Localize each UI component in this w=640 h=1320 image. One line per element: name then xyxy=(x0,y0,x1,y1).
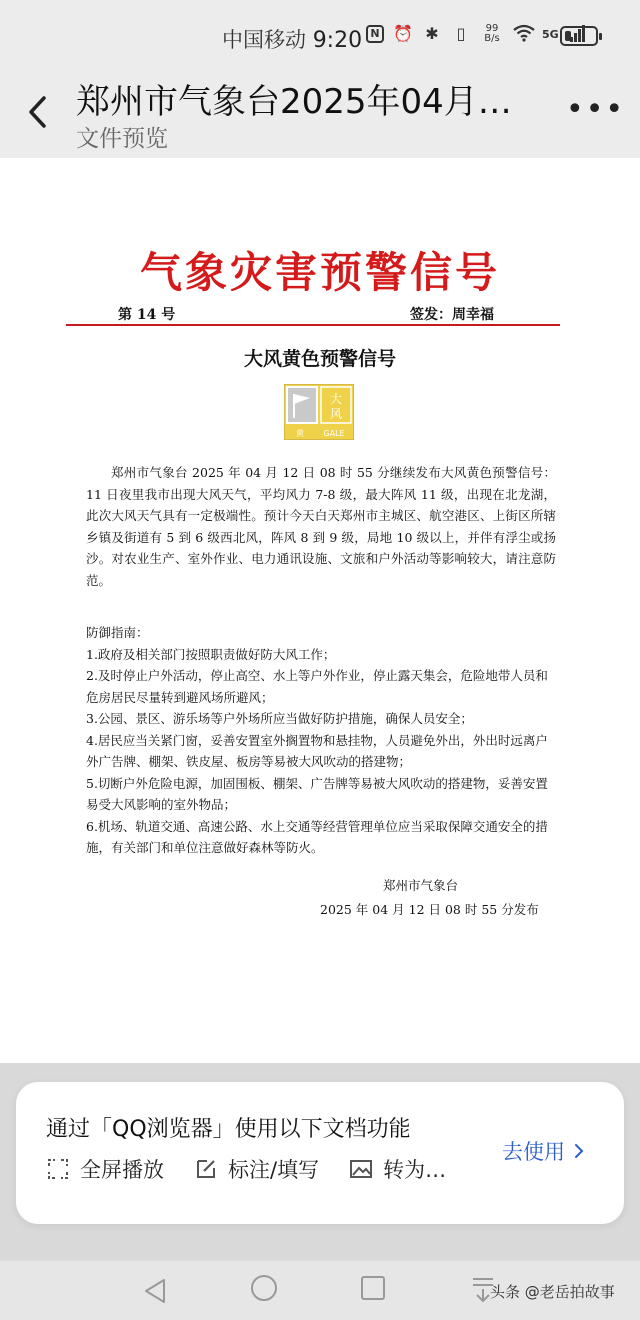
guide-item: 1.政府及相关部门按照职责做好防大风工作； xyxy=(86,646,336,662)
guide-item: 3.公园、景区、游乐场等户外场所应当做好防护措施，确保人员安全； xyxy=(86,711,473,726)
net-speed: 99 B/s xyxy=(484,23,500,44)
feature-label: 标注/填写 xyxy=(228,1158,320,1182)
document-page xyxy=(0,158,640,1063)
page-title: 郑州市气象台2025年04月… xyxy=(76,82,512,122)
guide-heading: 防御指南： xyxy=(86,625,149,640)
qq-browser-promo-card[interactable] xyxy=(16,1082,624,1224)
edit-icon xyxy=(194,1157,218,1181)
status-bar xyxy=(0,0,640,72)
document-header-title: 气象灾害预警信号 xyxy=(139,248,500,297)
guide-item: 6.机场、轨道交通、高速公路、水上交通等经营管理单位应当采取保障交通安全的措施，有关部门和单位注意做好森林等防火。 xyxy=(86,818,548,855)
nav-home-icon[interactable] xyxy=(251,1275,277,1301)
use-now-button[interactable] xyxy=(502,1136,585,1166)
defense-guide xyxy=(86,622,556,859)
nfc-icon: N xyxy=(366,25,384,43)
chevron-left-icon xyxy=(24,92,54,132)
nav-recent-icon[interactable] xyxy=(361,1276,385,1300)
battery-icon xyxy=(560,26,598,46)
document-body xyxy=(86,462,556,591)
issue-time: 2025 年 04 月 12 日 08 时 55 分发布 xyxy=(320,902,539,917)
alarm-icon: ⏰ xyxy=(393,24,413,43)
system-nav-bar xyxy=(0,1261,640,1320)
promo-features xyxy=(46,1154,446,1184)
icon-text-en: GALE xyxy=(323,429,345,438)
nav-back-icon[interactable] xyxy=(142,1277,168,1305)
image-icon xyxy=(349,1157,373,1181)
icon-text-cn-2: 风 xyxy=(329,407,343,421)
more-menu-button[interactable] xyxy=(566,92,625,127)
more-icon: ••• xyxy=(566,92,626,127)
document-signer: 签发：周幸福 xyxy=(410,307,494,323)
fullscreen-feature[interactable] xyxy=(46,1154,164,1184)
icon-text-cn-1: 大 xyxy=(329,392,343,406)
vibrate-icon: ▯ xyxy=(456,24,466,43)
chevron-right-icon xyxy=(573,1142,585,1160)
feature-label: 全屏播放 xyxy=(80,1158,164,1182)
annotate-feature[interactable] xyxy=(194,1154,319,1184)
header-divider xyxy=(66,324,560,326)
wifi-icon xyxy=(513,24,533,44)
body-paragraph: 郑州市气象台 2025 年 04 月 12 日 08 时 55 分继续发布大风黄色预警信号：11 日夜里我市出现大风天气，平均风力 7-8 级，最大阵风 11 级，出现在北龙湖，此次大风天气具有一定极端性。预计今天白天郑州市主城区、航空港区、上街区所辖乡镇及街道有 5 到 6 级西北风，阵风 8 到 9 级，局地 10 级以上，并伴有浮尘或扬沙。对农业生产、室外作业、电力通讯设施、文旅和户外活动等影响较大，请注意防范。 xyxy=(86,465,556,588)
fullscreen-icon xyxy=(46,1157,70,1181)
title-bar xyxy=(0,72,640,158)
document-number: 第 14 号 xyxy=(118,307,176,323)
guide-item: 2.及时停止户外活动，停止高空、水上等户外作业，停止露天集会，危险地带人员和危房居民尽量转到避风场所避风； xyxy=(86,668,548,705)
gale-warning-icon xyxy=(284,384,354,440)
status-icons xyxy=(366,24,588,44)
watermark: 头条 @老岳拍故事 xyxy=(490,1283,615,1301)
page-subtitle: 文件预览 xyxy=(76,126,168,152)
guide-item: 5.切断户外危险电源，加固围板、棚架、广告牌等易被大风吹动的搭建物，妥善安置易受大风影响的室外物品； xyxy=(86,775,548,812)
back-button[interactable] xyxy=(24,92,54,132)
feature-label: 转为… xyxy=(383,1158,447,1182)
status-carrier-time: 中国移动 9:20 xyxy=(222,28,363,53)
guide-item: 4.居民应当关紧门窗，妥善安置室外搁置物和悬挂物，人员避免外出，外出时远离户外广告牌、棚架、铁皮屋、板房等易被大风吹动的搭建物； xyxy=(86,732,548,769)
icon-level: 黄 xyxy=(296,429,304,438)
bluetooth-icon: ✱ xyxy=(425,24,439,43)
convert-feature[interactable] xyxy=(349,1154,446,1184)
network-type: 5G xyxy=(542,27,559,41)
promo-title: 通过「QQ浏览器」使用以下文档功能 xyxy=(46,1117,411,1142)
issuer: 郑州市气象台 xyxy=(383,878,459,893)
signal-title: 大风黄色预警信号 xyxy=(243,348,396,370)
use-now-label: 去使用 xyxy=(502,1140,565,1164)
